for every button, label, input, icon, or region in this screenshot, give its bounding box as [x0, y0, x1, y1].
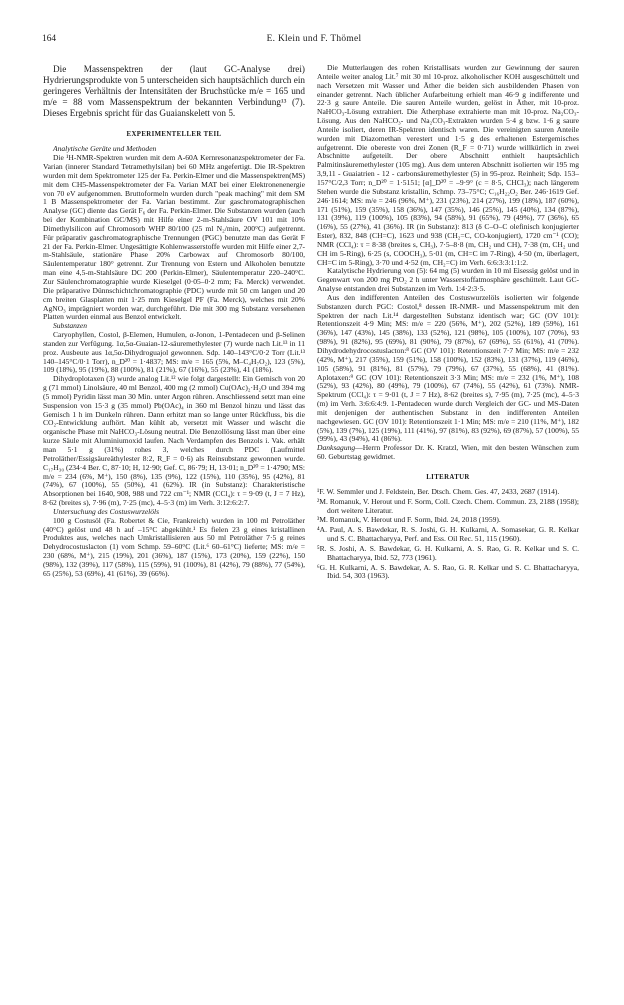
section-title-experimental: EXPERIMENTELLER TEIL: [126, 131, 222, 139]
subheading-costus: Untersuchung des Costuswurzelöls: [53, 506, 160, 516]
reference-item: ⁶G. H. Kulkarni, A. S. Bawdekar, A. S. Rao, G. R. Kelkar und S. C. Bhattacharyya, Ibid. 54, 303 (1963).: [317, 562, 579, 581]
costus-paragraph: 100 g Costusöl (Fa. Robertet & Cie, Frankreich) wurden in 100 ml Petroläther (40°C) gelöst und 48 h auf –15°C abgekühlt.¹ Es fielen 23 g eines kristallinen Produktes aus, welches nach Umkristallisieren aus 50 ml Petroläther 7·5 g reines Dehydrocostuslacton (1) vom Schmp. 59–60°C (Lit.⁶ 60–61°C) lieferte; MS: m/e = 230 (68%, M⁺), 215 (19%), 201 (36%), 187 (15%), 173 (20%), 159 (22%), 150 (98%), 132 (39%), 117 (58%), 115 (59%), 91 (100%), 81 (42%), 79 (88%), 77 (54%), 65 (25%), 53 (69%), 41 (61%), 39 (66%).: [43, 515, 305, 578]
acknowledgement-text: —Herrn Professor Dr. K. Kratzl, Wien, mit den besten Wünschen zum 60. Geburtstag gewidmet.: [317, 443, 579, 462]
running-head-authors: E. Klein und F. Thömel: [266, 34, 362, 44]
running-head: [42, 34, 586, 48]
acknowledgement: [317, 444, 579, 462]
mother-liquor-paragraph: Die Mutterlaugen des rohen Kristallisats wurden zur Gewinnung der sauren Anteile weiter analog Lit.⁷ mit 30 ml 10-proz. alkoholischer KOH ausgeschüttelt und nach Versetzen mit Wasser und Äther die beiden sich ausbildenden Phasen von einander getrennt. Nach üblicher Aufarbeitung erhielt man 46·9 g indifferente und 22·3 g saure Anteile. Die sauren Anteile wurden, gelöst in Äther, mit 10-proz. NaHCO₃-Lösung extrahiert. Die Ätherphase extrahierte man mit 10-proz. Na₂CO₃-Lösung. Aus den NaHCO₃- und Na₂CO₃-Extrakten wurden 5·4 g bzw. 1·6 g saure Anteile isoliert, deren IR-Spektren identisch waren. Die vereinigten sauren Anteile wurden mit Diazomethan verestert und 1·5 g des erhaltenen Estergemisches aufgetrennt. Die obereste von drei Zonen (R_F = 0·71) wurde willkürlich in zwei Abschnitte aufgeteilt. Der obere Abschnitt enthielt hauptsächlich Palmitinsäuremethylester (105 mg). Aus dem unteren Abschnitt isolierten wir 195 mg 3,9,11 - Guaiatrien - 12 - carbonsäuremethylester (5) in 95-proz. Reinheit; Sdp. 153–157°C/2,3 Torr; n_D²⁰ = 1·5151; [α]_D²⁰ = –9·9° (c = 8·5, CHCl₃); nach längerem Stehen wurde die Substanz kristallin, Schmp. 73–75°C; C₁₆H₂₂O₂ Ber. 246·1619 Gef. 246·1614; MS: m/e = 246 (96%, M⁺), 231 (23%), 214 (27%), 199 (18%), 187 (60%), 171 (51%), 159 (35%), 158 (36%), 147 (35%), 146 (25%), 145 (40%), 134 (87%), 131 (39%), 119 (100%), 105 (83%), 94 (58%), 91 (65%), 79 (49%), 77 (36%), 65 (16%), 55 (27%), 41 (36%). IR (in Substanz): 813 (δ C–O–C olefinisch konjugierter Ester), 832, 848 (CH=C), 1623 und 938 (CH₂=C, CO-konjugiert), 1720 cm⁻¹ (CO); NMR (CCl₄): τ = 8·38 (breites s, CH₃), 7·5–8·8 (m, CH₂ und CH), 7·38 (m, CH₂ und CH im 5-Ring), 6·25 (s, COOCH₃), 5·01 (m, CH=C im 7-Ring), 4·50 (m, überlagert, CH=C im 5-Ring), 3·70 und 4·52 (m, CH₂=C) im Verh. 6:6:3:3:1:1:2.: [317, 63, 579, 267]
methods-paragraph: Die ¹H-NMR-Spektren wurden mit dem A-60A Kernresonanzspektrometer der Fa. Varian (innerer Standard Tetramethylsilan) bei 60 MHz angefertigt. Die IR-Spektren wurden mit dem Spektrometer 125 der Fa. Perkin-Elmer und die Massenspektren(MS) mit dem CH5-Massenspektrometer der Fa. Varian MAT bei einer Elektronenenergie von 70 eV aufgenommen. Bruttoformeln wurden durch "peak maching" mit dem SM 1 B Massenspektrometer der Fa. Varian bestimmt. Zur gaschromatographischen Analyse (GC) diente das Gerät F₆ der Fa. Perkin-Elmer. Die Substanzen wurden (auch bei der Kombination GC/MS) mit Hilfe einer 2-m-Stahlsäure OV 101 mit 10% Dimethylsilicon auf Chromosorb WHP 80/100 (25 ml N₂/min, 200°C) aufgetrennt. Für präparativ gaschromatographische Trennungen (PGC) benutzte man das Gerät F 21 der Fa. Perkin-Elmer. Ungesättigte Kohlenwasserstoffe wurden mit Hilfe einer 2,7-m-Stahlsäule, stationäre Phase 20% Carbowax auf Chromosorb 80/100, Säulentemperatur 180° getrennt. Zur Trennung von Estern und Alkoholen benutzte man eine 4,5-m-Stahlsäure DC 200 (Perkin-Elmer), Säulentemperatur 220–240°C. Zur Säulenchromatographie wurde Kieselgel (0·05–0·2 mm; Fa. Merck) verwendet. Die präparative Dünnschichtchromatographie (PDC) wurde mit 50 cm langen und 20 cm breiten Glasplatten mit 1·25 mm Kieselgel PF (Fa. Merck), welches mit 20% AgNO₃ imprägniert worden war, durchgeführt. Die mit 300 mg Substanz versehenen Platten wurden einmal aus Benzol entwickelt.: [43, 153, 305, 322]
reference-item: ¹F. W. Semmler und J. Feldstein, Ber. Dtsch. Chem. Ges. 47, 2433, 2687 (1914).: [317, 486, 560, 496]
dihydroplotaxen-paragraph: Dihydroplotaxen (3) wurde analog Lit.¹² wie folgt dargestellt: Ein Gemisch von 20 g (71 mmol) Linolsäure, 40 ml Benzol, 400 mg (2 mmol) Cu(OAc)₂·H₂O und 394 mg (5 mmol) Pyridin lässt man 30 Min. unter Argon rühren. Anschliessend setzt man eine Suspension von 15·3 g (35 mmol) Pb(OAc)₄ in 360 ml Benzol hinzu und lässt das Gemisch 1 h im Dunkeln rühren. Dann erhitzt man so lange unter Rückfluss, bis die CO₂-Entwicklung aufhört. Man kühlt ab, versetzt mit Wasser und wäscht die organische Phase mit NaHCO₃-Lösung neutral. Die Benzollösung lässt man über eine kurze Säule mit Aluminiumoxid laufen. Nach Verdampfen des Benzols i. Vak. erhält man 5·1 g (31%) rohes 3, welches durch PDC (Laufmittel Petroläther/Essigsäureäthylester 8:2, R_F = 0·6) als Reinsubstanz gewonnen wurde. C₁₇H₃₀ (234·4 Ber. C, 87·10; H, 12·90; Gef. C, 86·79; H, 13·01; n_D²⁰ = 1·4790; MS: m/e = 234 (6%, M⁺), 150 (8%), 135 (9%), 122 (15%), 110 (35%), 95 (42%), 81 (74%), 67 (100%), 55 (50%), 41 (62%). IR (in Substanz): Charakteristische Absorptionen bei 1640, 908, 988 und 722 cm⁻¹; NMR (CCl₄): τ = 9·09 (t, J = 7 Hz), 8·62 (breites s), 7·96 (m), 7·25 (mc), 4–5·3 (m) im Verh. 3:12:6:2:7.: [43, 374, 305, 508]
intro-paragraph: [43, 64, 305, 119]
page-number: 164: [42, 34, 57, 44]
reference-item: ²M. Romanuk, V. Herout und F. Sorm, Coll. Czech. Chem. Commun. 23, 2188 (1958); dort weitere Literatur.: [317, 496, 579, 515]
acknowledgement-lead: Danksagung: [317, 443, 356, 453]
hydrogenation-paragraph: Katalytische Hydrierung von (5): 64 mg (5) wurden in 10 ml Eisessig gelöst und in Gegenwart von 200 mg PtO₂ 2 h unter Wasserstoffatmosphäre geschüttelt. Laut GC-Analyse entstanden drei Substanzen im Verh. 1:4·2:3·5.: [317, 266, 579, 294]
right-column: [317, 64, 579, 582]
reference-list: [317, 488, 579, 581]
left-column: [43, 64, 305, 579]
intro-text: Die Massenspektren der (laut GC-Analyse drei) Hydrierungsprodukte von 5 unterscheiden sich hauptsächlich durch ein geringeres Verhältnis der Intensitäten der Bruchstücke m/e = 165 und m/e = 88 vom Massenspektrum der bekannten Verbindung¹³ (7). Dieses Ergebnis spricht für das Guaianskelett von 5.: [43, 64, 305, 119]
reference-item: ⁵R. S. Joshi, A. S. Bawdekar, G. H. Kulkarni, A. S. Rao, G. R. Kelkar und S. C. Bhattacharyya, Ibid. 52, 773 (1961).: [317, 543, 579, 562]
reference-item: ³M. Romanuk, V. Herout und F. Sorm, Ibid. 24, 2018 (1959).: [317, 515, 501, 525]
subheading-methods: Analytische Geräte und Methoden: [53, 144, 157, 154]
section-title-literature: LITERATUR: [426, 473, 470, 481]
subheading-substances: Substanzen: [53, 321, 87, 331]
reference-item: ⁴A. Paul, A. S. Bawdekar, R. S. Joshi, G. H. Kulkarni, A. Somasekar, G. R. Kelkar und S. C. Bhattacharyya, Perf. and Ess. Oil Rec. 51, 115 (1960).: [317, 525, 579, 544]
indifferent-fraction-paragraph: Aus den indifferenten Anteilen des Costuswurzelöls isolierten wir folgende Substanzen durch PGC: Costol,⁸ dessen IR-NMR- und Massenspektrum mit den Spektren der nach Lit.¹⁴ dargestellten Substanz identisch war; GC (OV 101): Retentionszeit 4·9 Min; MS: m/e = 220 (56%, M⁺), 202 (52%), 189 (59%), 161 (36%), 147 (43%), 145 (38%), 133 (52%), 121 (98%), 105 (100%), 107 (70%), 93 (98%), 91 (82%), 95 (69%), 81 (90%), 79 (87%), 67 (69%), 55 (61%), 41 (70%). Dihydrodehydrocostuslacton:⁸ GC (OV 101): Retentionszeit 7·7 Min; MS: m/e = 232 (42%, M⁺), 217 (35%), 159 (51%), 158 (100%), 152 (83%), 131 (37%), 119 (46%), 105 (58%), 91 (81%), 81 (57%), 79 (79%), 67 (37%), 55 (68%), 41 (81%). Aplotaxen:⁹ GC (OV 101): Retentionszeit 3·3 Min; MS: m/e = 232 (1%, M⁺), 108 (52%), 93 (42%), 80 (49%), 79 (100%), 67 (74%), 55 (42%), 61 (73%). NMR-Spektrum (CCl₄): τ = 9·01 (t, J = 7 Hz), 8·62 (breites s), 7·95 (m), 7·25 (mc), 4–5·3 (m) im Verh. 3:6:6:4:9. 1-Pentadecen wurde durch Vergleich der GC- und MS-Daten mit denjenigen der authentischen Substanz in den indifferenten Anteilen nachgewiesen. GC (OV 101): Retentionszeit 1·1 Min; MS: m/e = 210 (11%, M⁺), 182 (5%), 139 (7%), 125 (19%), 111 (41%), 97 (81%), 83 (92%), 69 (87%), 57 (100%), 55 (99%), 43 (94%), 41 (86%).: [317, 292, 579, 444]
substances-paragraph: Caryophyllen, Costol, β-Elemen, Humulen, α-Jonon, 1-Pentadecen und β-Selinen standen zur Verfügung. 1α,5α-Guaian-12-säuremethylester (7) wurde nach Lit.¹³ in 11 proz. Ausbeute aus 1α,5α-Dihydroguajol gewonnen. Sdp. 140–143°C/0·2 Torr (Lit.¹³ 140–145°C/0·1 Torr), n_D²⁰ = 1·4837; MS: m/e = 165 (5%, M–C₄H₇O₂), 123 (5%), 109 (18%), 95 (19%), 88 (100%), 81 (21%), 67 (16%), 55 (23%), 41 (18%).: [43, 330, 305, 375]
